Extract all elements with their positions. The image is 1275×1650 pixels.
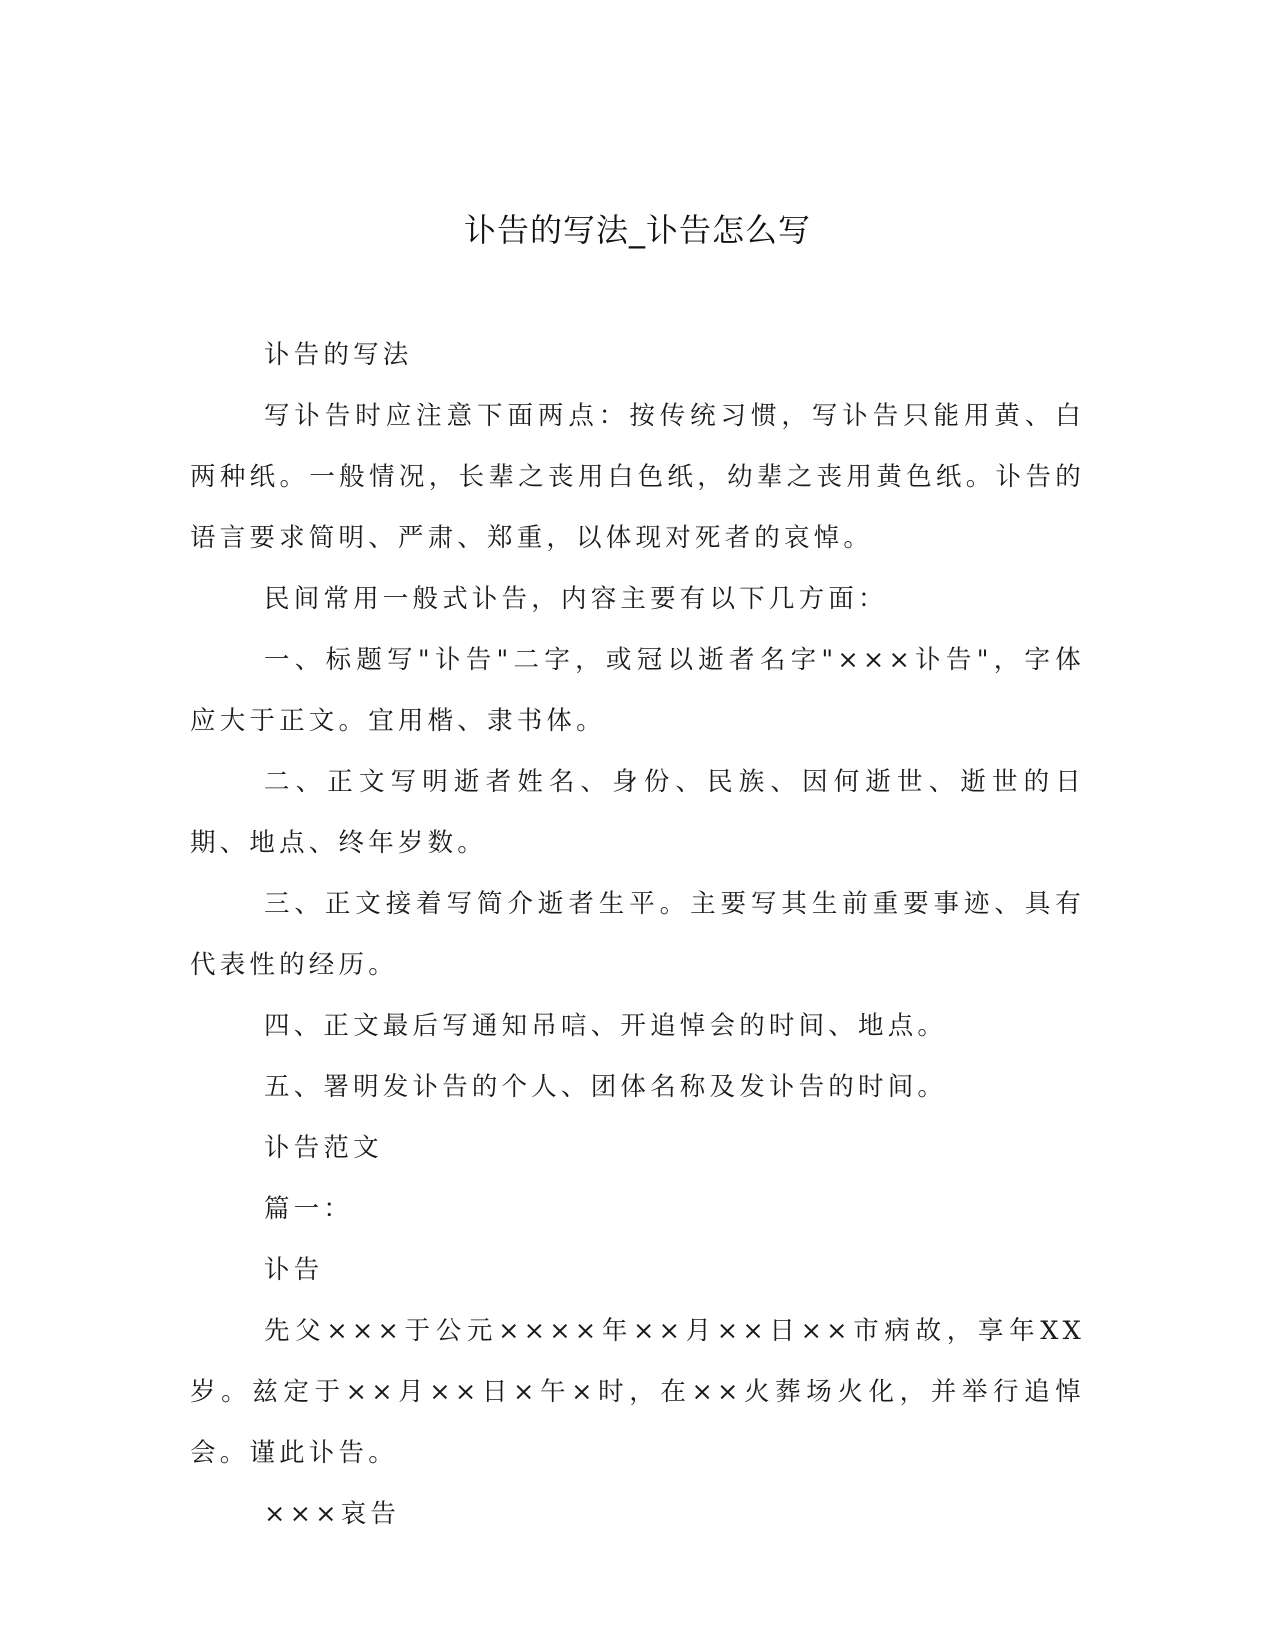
section-heading-writing-method: 讣告的写法	[264, 340, 413, 370]
example-signature: ×××哀告	[264, 1499, 401, 1529]
example-body: 先父×××于公元××××年××月××日××市病故，享年XX岁。兹定于××月××日×午×时，在××火葬场火化，并举行追悼会。谨此讣告。	[190, 1316, 1085, 1468]
list-item-2: 二、正文写明逝者姓名、身份、民族、因何逝世、逝世的日期、地点、终年岁数。	[190, 767, 1085, 858]
paragraph-content-intro: 民间常用一般式讣告，内容主要有以下几方面：	[264, 584, 888, 614]
example-label: 篇一：	[264, 1194, 354, 1224]
paragraph-notes: 写讣告时应注意下面两点：按传统习惯，写讣告只能用黄、白两种纸。一般情况，长辈之丧用白色纸，幼辈之丧用黄色纸。讣告的语言要求简明、严肃、郑重，以体现对死者的哀悼。	[190, 401, 1085, 553]
section-heading-examples: 讣告范文	[264, 1133, 383, 1163]
list-item-3: 三、正文接着写简介逝者生平。主要写其生前重要事迹、具有代表性的经历。	[190, 889, 1085, 980]
document-title: 讣告的写法_讣告怎么写	[463, 211, 811, 249]
list-item-5: 五、署明发讣告的个人、团体名称及发讣告的时间。	[264, 1072, 948, 1102]
list-item-4: 四、正文最后写通知吊唁、开追悼会的时间、地点。	[264, 1011, 948, 1041]
example-title: 讣告	[264, 1255, 324, 1285]
list-item-1: 一、标题写"讣告"二字，或冠以逝者名字"×××讣告"，字体应大于正文。宜用楷、隶书体。	[190, 645, 1085, 736]
document-body	[190, 325, 1085, 1545]
